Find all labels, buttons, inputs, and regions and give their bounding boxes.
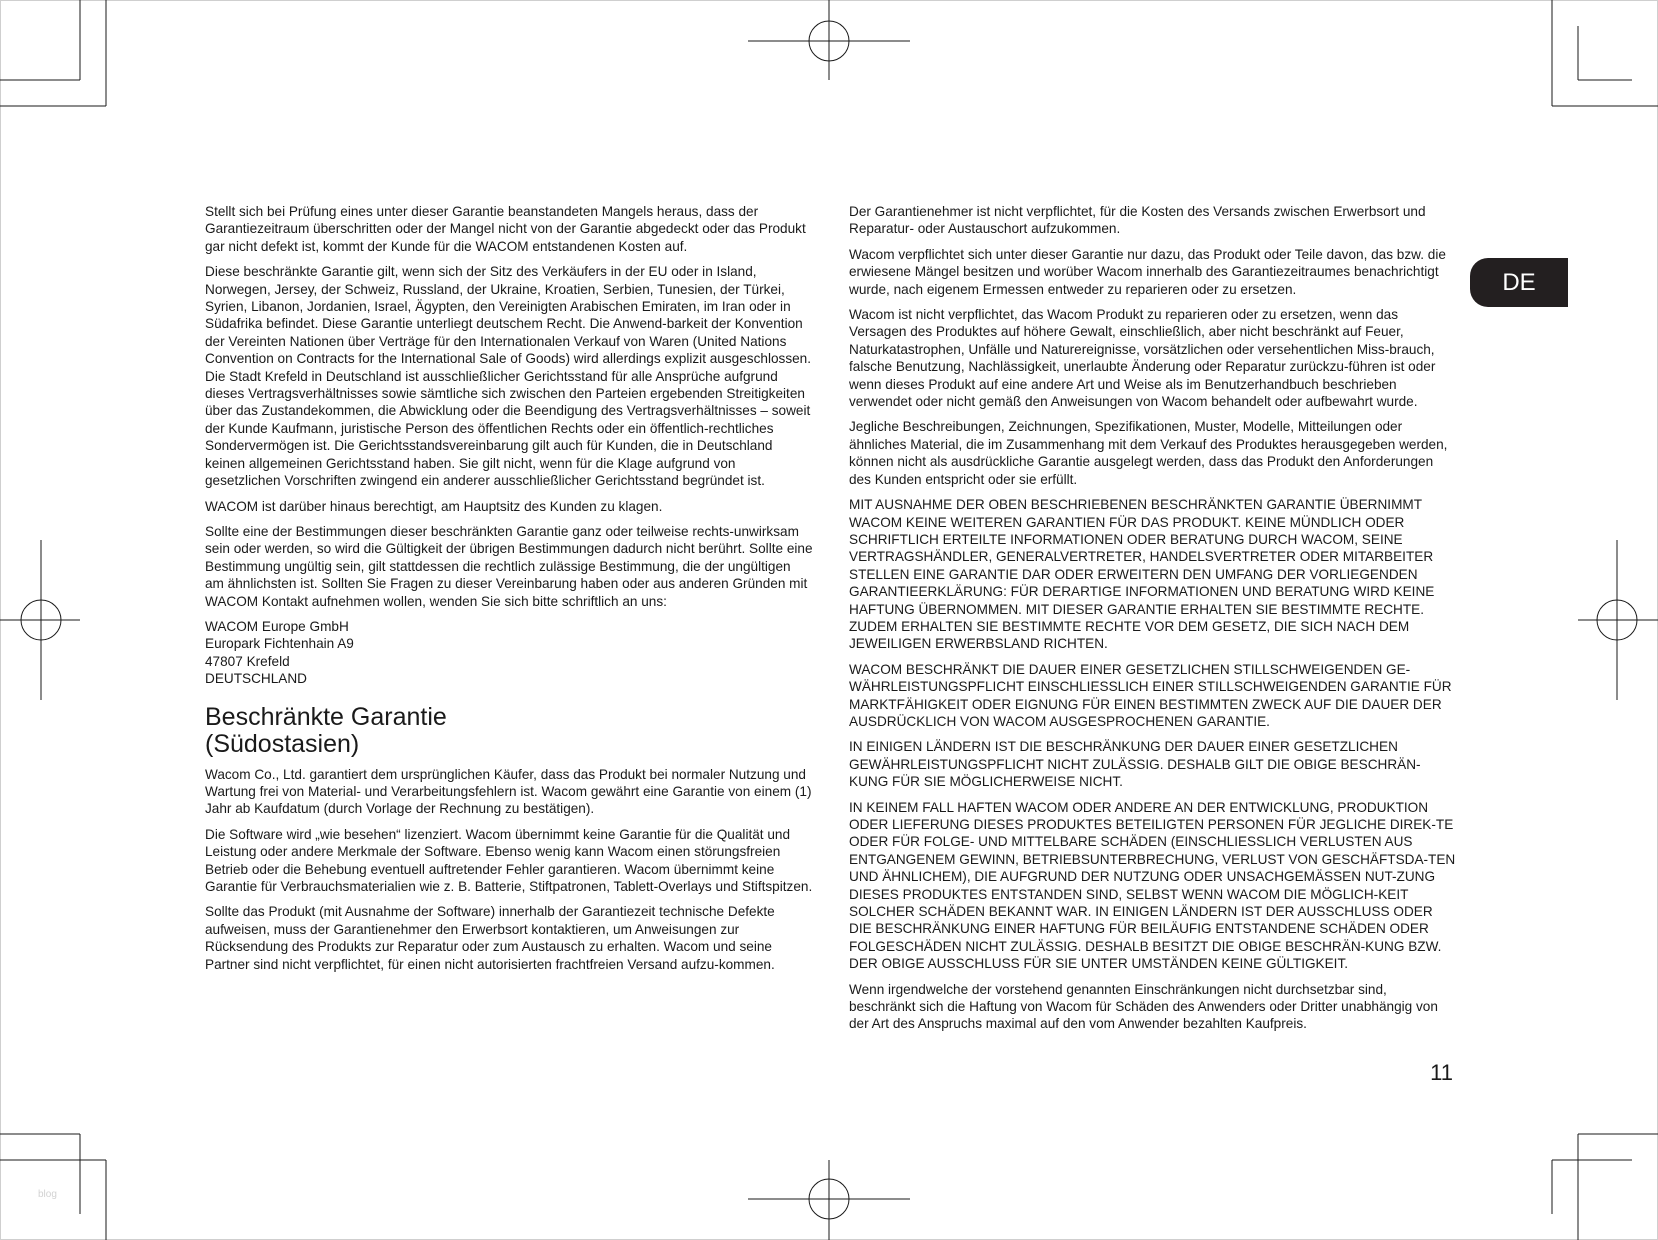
paragraph: WACOM ist darüber hinaus berechtigt, am Hauptsitz des Kunden zu klagen.	[205, 498, 663, 514]
registration-mark-right	[1578, 540, 1658, 700]
registration-mark-bottom	[748, 1160, 910, 1240]
paragraph: Wacom ist nicht verpflichtet, das Wacom Produkt zu reparieren oder zu ersetzen, wenn das Versagen des Produktes auf höhere Gewalt, einschließlich, aber nicht beschränkt auf Feuer, Naturkatastrophen, Unfälle und Naturereignisse, vorsätzlichen oder versehentlichen Miss-brauch, falsche Benutzung, Nachlässigkeit, unerlaubte Änderung oder Reparatur zurückzu-führen ist oder wenn dieses Produkt auf eine andere Art und Weise als im Benutzerhandbuch beschrieben verwendet oder nicht gemäß den Anweisungen von Wacom behandelt oder aufbewahrt wurde.	[849, 307, 1436, 410]
section-heading-line: Beschränkte Garantie	[205, 702, 447, 731]
crop-mark-bottom-right	[1552, 1134, 1658, 1240]
crop-mark-top-right	[1552, 0, 1658, 106]
paragraph: MIT AUSNAHME DER OBEN BESCHRIEBENEN BESCHRÄNKTEN GARANTIE ÜBERNIMMT WACOM KEINE WEITEREN GARANTIEN FÜR DAS PRODUKT. KEINE MÜNDLICH ODER SCHRIFTLICH ERTEILTE INFORMATIONEN ODER BERATUNG DURCH WACOM, SEINE VERTRAGSHÄNDLER, GENERALVERTRETER, HANDELSVERTRETER ODER MITARBEITER STELLEN EINE GARANTIE DAR ODER ERWEITERN DEN UMFANG DER VORLIEGENDEN GARANTIEERKLÄRUNG: FÜR DERARTIGE INFORMATIONEN UND BERATUNG WIRD KEINE HAFTUNG ÜBERNOMMEN. MIT DIESER GARANTIE ERHALTEN SIE BESTIMMTE RECHTE. ZUDEM ERHALTEN SIE BESTIMMTE RECHTE VOR DEM GESETZ, DIE SICH NACH DEM JEWEILIGEN ERWERBSLAND RICHTEN.	[849, 497, 1435, 652]
watermark: blog	[38, 1189, 57, 1200]
section-heading	[205, 704, 813, 758]
registration-mark-left	[0, 540, 80, 700]
paragraph: Wenn irgendwelche der vorstehend genannten Einschränkungen nicht durchsetzbar sind, beschränkt sich die Haftung von Wacom für Schäden des Anwenders oder Dritter unabhängig von der Art des Anspruchs maximal auf den vom Anwender bezahlten Kaufpreis.	[849, 981, 1438, 1032]
address-block	[205, 618, 813, 688]
paragraph: Sollte das Produkt (mit Ausnahme der Software) innerhalb der Garantiezeit technische Defekte aufweisen, muss der Garantienehmer den Erwerbsort kontaktieren, um Anweisungen zur Rücksendung des Produkts zur Reparatur oder zum Austausch zu erhalten. Wacom und seine Partner sind nicht verpflichtet, für einen nicht autorisierten frachtfreien Versand aufzu-kommen.	[205, 904, 775, 972]
address-line: 47807 Krefeld	[205, 653, 290, 669]
crop-mark-top-left	[0, 0, 106, 106]
paragraph: Wacom Co., Ltd. garantiert dem ursprünglichen Käufer, dass das Produkt bei normaler Nutzung und Wartung frei von Material- und Verarbeitungsfehlern ist. Wacom gewährt eine Garantie von einem (1) Jahr ab Kaufdatum (durch Vorlage der Rechnung zu bestätigen).	[205, 766, 812, 817]
right-column	[849, 203, 1457, 1041]
paragraph: Die Software wird „wie besehen“ lizenziert. Wacom übernimmt keine Garantie für die Qualität und Leistung oder andere Merkmale der Software. Ebenso wenig kann Wacom einen störungsfreien Betrieb oder die Behebung eventuell auftretender Fehler garantieren. Wacom übernimmt keine Garantie für Verbrauchsmaterialien wie z. B. Batterie, Stiftpatronen, Tablett-Overlays und Stiftspitzen.	[205, 826, 813, 894]
paragraph: Wacom verpflichtet sich unter dieser Garantie nur dazu, das Produkt oder Teile davon, das bzw. die erwiesene Mängel besitzen und worüber Wacom innerhalb des Garantiezeitraumes benachrichtigt wurde, nach eigenem Ermessen entweder zu reparieren oder zu ersetzen.	[849, 246, 1446, 297]
address-line: Europark Fichtenhain A9	[205, 636, 354, 652]
paragraph: Jegliche Beschreibungen, Zeichnungen, Spezifikationen, Muster, Modelle, Mitteilungen oder ähnliches Material, die im Zusammenhang mit dem Verkauf des Produktes herausgegeben werden, können nicht als ausdrückliche Garantie ausgelegt werden, dass das Produkt den Anforderungen des Kunden entspricht oder sie erfüllt.	[849, 419, 1448, 487]
left-column	[205, 203, 813, 981]
paragraph: Stellt sich bei Prüfung eines unter dieser Garantie beanstandeten Mangels heraus, dass der Garantiezeitraum überschritten oder der Mangel nicht von der Garantie abgedeckt oder das Produkt gar nicht defekt ist, kommt der Kunde für die WACOM entstandenen Kosten auf.	[205, 204, 806, 254]
crop-mark-bottom-left	[0, 1134, 106, 1240]
paragraph: Diese beschränkte Garantie gilt, wenn sich der Sitz des Verkäufers in der EU oder in Island, Norwegen, Jersey, der Schweiz, Russland, der Ukraine, Kroatien, Serbien, Tunesien, der Türkei, Syrien, Libanon, Jordanien, Israel, Ägypten, den Vereinigten Arabischen Emiraten, im Iran oder in Südafrika befindet. Diese Garantie unterliegt deutschem Recht. Die Anwend-barkeit der Konvention der Vereinten Nationen über Verträge für den Internationalen Verkauf von Waren (United Nations Convention on Contracts for the International Sale of Goods) wird allerdings explizit ausgeschlossen. Die Stadt Krefeld in Deutschland ist ausschließlicher Gerichtsstand für alle Ansprüche aufgrund dieses Vertragsverhältnisses sowie sämtliche sich zwischen den Parteien ergebenden Streitigkeiten über das Zustandekommen, die Abwicklung oder die Beendigung des Vertragsverhältnisses – soweit der Kunde Kaufmann, juristische Person des öffentlichen Rechts oder ein öffentlich-rechtliches Sondervermögen ist. Die Gerichtsstandsvereinbarung gilt auch für Kunden, die in Deutschland keinen allgemeinen Gerichtsstand haben. Sie gilt nicht, wenn für die Klage aufgrund von gesetzlichen Vorschriften zwingend ein anderer ausschließlicher Gerichtsstand begründet ist.	[205, 264, 812, 489]
registration-mark-top	[748, 0, 910, 80]
paragraph: WACOM BESCHRÄNKT DIE DAUER EINER GESETZLICHEN STILLSCHWEIGENDEN GE-WÄHRLEISTUNGSPFLICHT EINSCHLIESSLICH EINER STILLSCHWEIGENDEN GARANTIE FÜR MARKTFÄHIGKEIT ODER EIGNUNG FÜR EINEN BESTIMMTEN ZWECK AUF DIE DAUER DER AUSDRÜCKLICH VON WACOM AUSGESPROCHENEN GARANTIE.	[849, 661, 1452, 729]
section-heading-line: (Südostasien)	[205, 729, 360, 758]
paragraph: Der Garantienehmer ist nicht verpflichtet, für die Kosten des Versands zwischen Erwerbsort und Reparatur- oder Austauschort aufzukommen.	[849, 204, 1426, 237]
page-number: 11	[1430, 1060, 1453, 1085]
address-line: WACOM Europe GmbH	[205, 618, 349, 634]
paragraph: IN EINIGEN LÄNDERN IST DIE BESCHRÄNKUNG DER DAUER EINER GESETZLICHEN GEWÄHRLEISTUNGSPFLICHT NICHT ZULÄSSIG. DESHALB GILT DIE OBIGE BESCHRÄN-KUNG FÜR SIE MÖGLICHERWEISE NICHT.	[849, 739, 1421, 790]
address-line: DEUTSCHLAND	[205, 671, 307, 687]
language-tab: DE	[1470, 258, 1568, 307]
paragraph: IN KEINEM FALL HAFTEN WACOM ODER ANDERE AN DER ENTWICKLUNG, PRODUKTION ODER LIEFERUNG DIESES PRODUKTES BETEILIGTEN PERSONEN FÜR JEGLICHE DIREK-TE ODER FÜR FOLGE- UND MITTELBARE SCHÄDEN (EINSCHLIESSLICH VERLUSTEN AUS ENTGANGENEM GEWINN, BETRIEBSUNTERBRECHUNG, VERLUST VON GESCHÄFTSDA-TEN UND ÄHNLICHEM), DIE AUFGRUND DER NUTZUNG ODER UNSACHGEMÄSSEN NUT-ZUNG DIESES PRODUKTES ENTSTANDEN SIND, SELBST WENN WACOM DIE MÖGLICH-KEIT SOLCHER SCHÄDEN BEKANNT WAR. IN EINIGEN LÄNDERN IST DER AUSSCHLUSS ODER DIE BESCHRÄNKUNG EINER HAFTUNG FÜR BEILÄUFIG ENTSTANDENE SCHÄDEN ODER FOLGESCHÄDEN NICHT ZULÄSSIG. DESHALB BESITZT DIE OBIGE BESCHRÄN-KUNG BZW. DER OBIGE AUSSCHLUSS FÜR SIE UNTER UMSTÄNDEN KEINE GÜLTIGKEIT.	[849, 799, 1456, 972]
paragraph: Sollte eine der Bestimmungen dieser beschränkten Garantie ganz oder teilweise rechts-unwirksam sein oder werden, so wird die Gültigkeit der übrigen Bestimmungen dadurch nicht berührt. Sollte eine Bestimmung ungültig sein, gilt stattdessen die rechtlich zulässige Bestimmung, die der ungültigen am ähnlichsten ist. Sollten Sie Fragen zu dieser Vereinbarung haben oder aus anderen Gründen mit WACOM Kontakt aufnehmen wollen, wenden Sie sich bitte schriftlich an uns:	[205, 523, 813, 609]
